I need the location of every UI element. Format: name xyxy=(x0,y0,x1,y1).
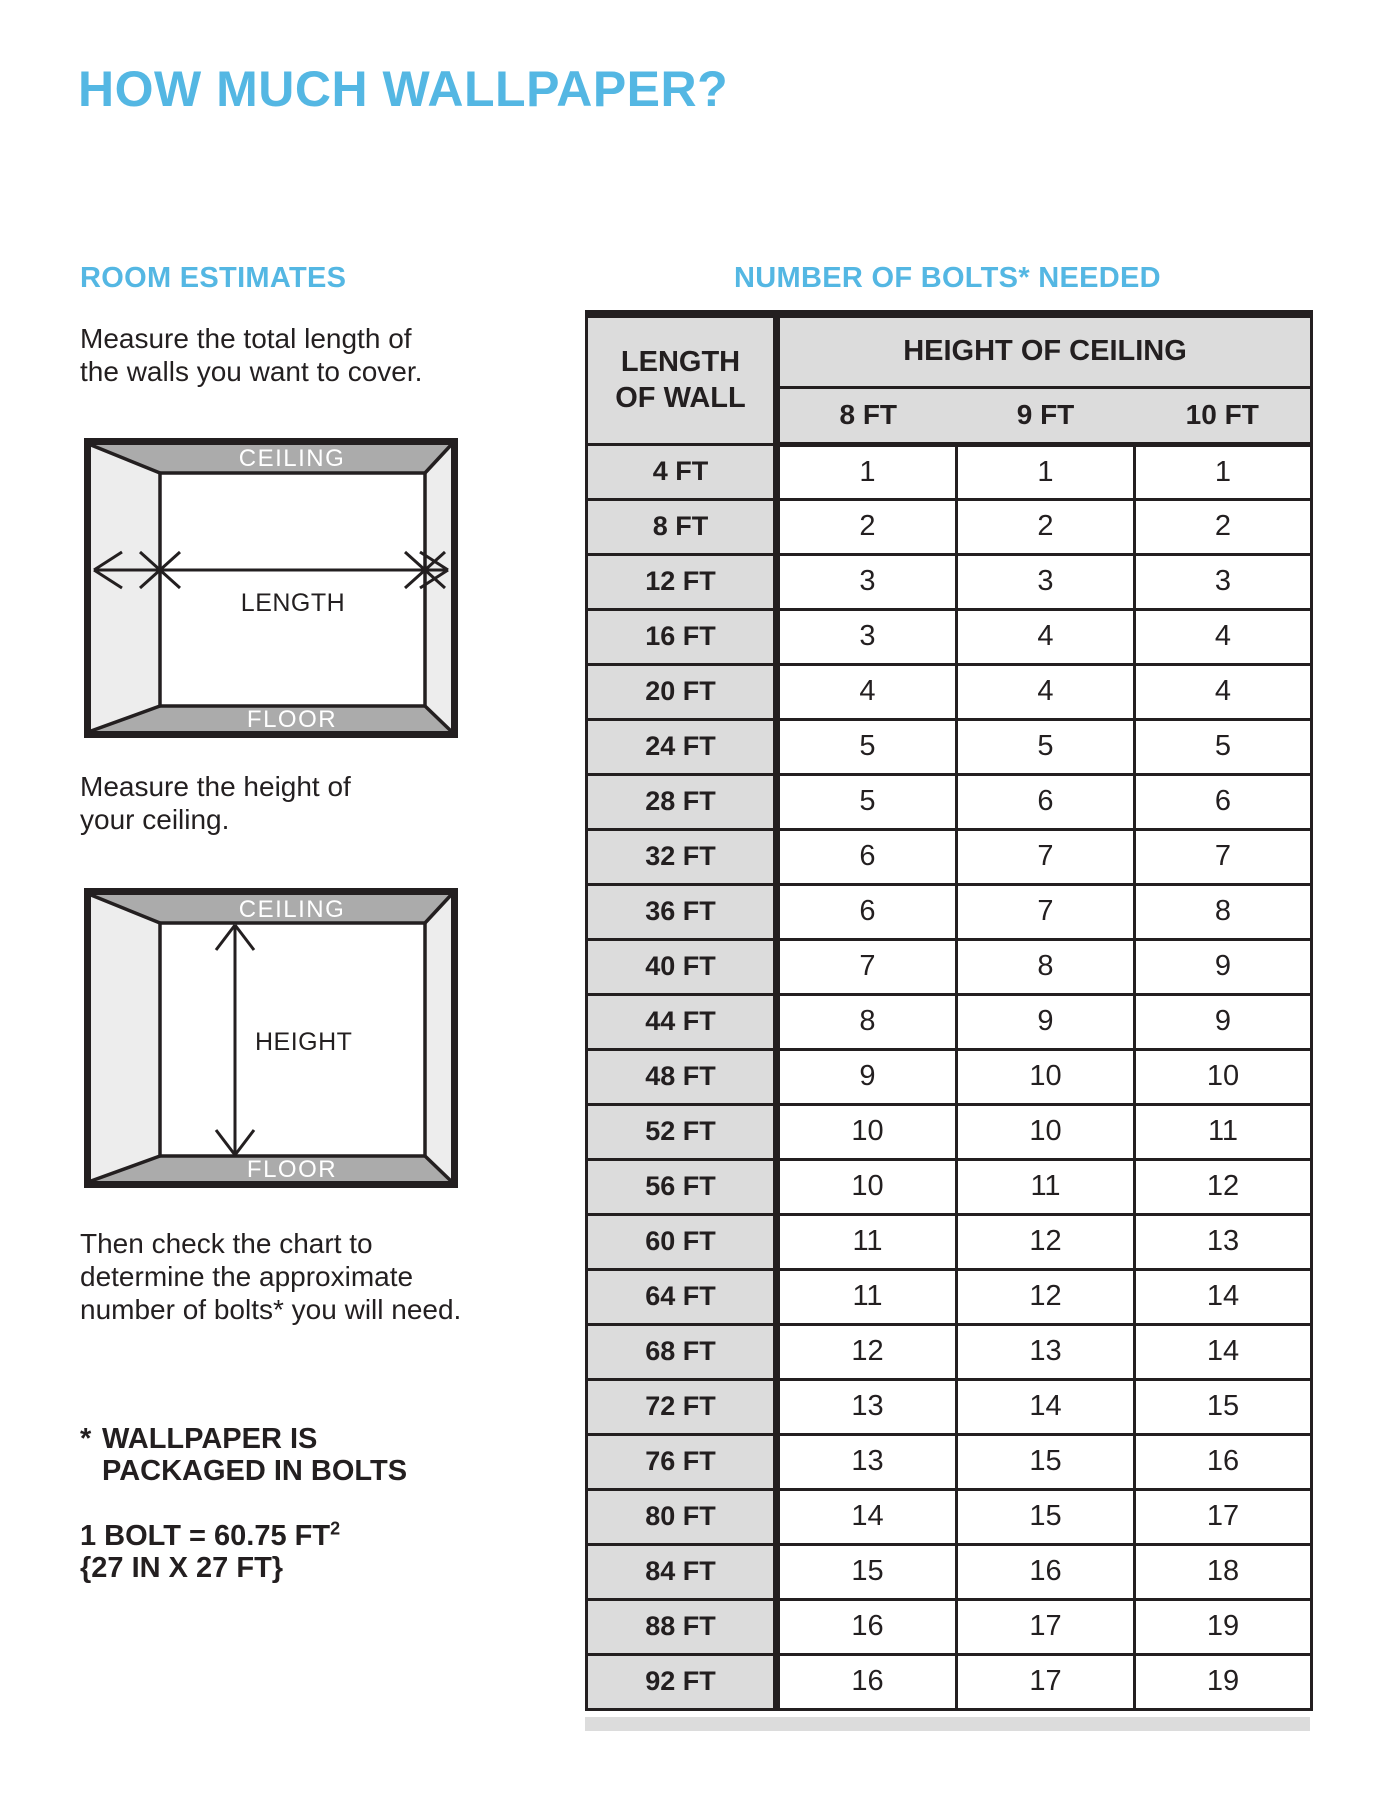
cell-value: 16 xyxy=(777,1654,957,1709)
length-dimension-label: LENGTH xyxy=(240,589,346,617)
row-label: 12 FT xyxy=(587,554,777,609)
cell-value: 17 xyxy=(1135,1489,1312,1544)
table-row xyxy=(587,1434,1312,1489)
bolts-footnote-line2: PACKAGED IN BOLTS xyxy=(102,1455,408,1487)
cell-value: 14 xyxy=(1135,1269,1312,1324)
cell-value: 13 xyxy=(777,1379,957,1434)
row-label: 48 FT xyxy=(587,1049,777,1104)
cell-value: 15 xyxy=(1135,1379,1312,1434)
cell-value: 11 xyxy=(777,1269,957,1324)
row-label: 68 FT xyxy=(587,1324,777,1379)
row-label: 88 FT xyxy=(587,1599,777,1654)
row-label: 76 FT xyxy=(587,1434,777,1489)
cell-value: 19 xyxy=(1135,1599,1312,1654)
cell-value: 9 xyxy=(1135,994,1312,1049)
cell-value: 3 xyxy=(1135,554,1312,609)
bolt-equation xyxy=(80,1520,340,1552)
right-wall-panel xyxy=(425,895,451,1181)
row-label: 24 FT xyxy=(587,719,777,774)
table-row xyxy=(587,1049,1312,1104)
cell-value: 10 xyxy=(1135,1049,1312,1104)
cell-value: 3 xyxy=(777,609,957,664)
row-label: 32 FT xyxy=(587,829,777,884)
table-row xyxy=(587,1489,1312,1544)
room-length-diagram xyxy=(84,438,458,738)
bolts-table-body xyxy=(587,314,1312,1709)
length-of-wall-header-line2: OF WALL xyxy=(615,382,746,415)
instruction-chart-line1: Then check the chart to xyxy=(80,1228,373,1259)
cell-value: 15 xyxy=(957,1489,1135,1544)
cell-value: 5 xyxy=(777,774,957,829)
cell-value: 10 xyxy=(957,1104,1135,1159)
cell-value: 16 xyxy=(777,1599,957,1654)
cell-value: 9 xyxy=(957,994,1135,1049)
cell-value: 3 xyxy=(777,554,957,609)
cell-value: 7 xyxy=(957,884,1135,939)
table-row xyxy=(587,444,1312,499)
table-row xyxy=(587,719,1312,774)
cell-value: 8 xyxy=(1135,884,1312,939)
instruction-length xyxy=(80,322,422,388)
cell-value: 7 xyxy=(957,829,1135,884)
cell-value: 14 xyxy=(777,1489,957,1544)
cell-value: 10 xyxy=(957,1049,1135,1104)
left-wall-panel xyxy=(91,445,160,731)
cell-value: 6 xyxy=(777,884,957,939)
cell-value: 2 xyxy=(957,499,1135,554)
cell-value: 13 xyxy=(777,1434,957,1489)
instruction-length-line2: the walls you want to cover. xyxy=(80,356,423,387)
col-header-8ft: 8 FT xyxy=(777,387,957,444)
bolts-table xyxy=(585,310,1313,1711)
table-row xyxy=(587,1544,1312,1599)
cell-value: 5 xyxy=(1135,719,1312,774)
cell-value: 12 xyxy=(777,1324,957,1379)
row-label: 4 FT xyxy=(587,444,777,499)
cell-value: 15 xyxy=(957,1434,1135,1489)
row-label: 8 FT xyxy=(587,499,777,554)
table-row xyxy=(587,1159,1312,1214)
cell-value: 17 xyxy=(957,1599,1135,1654)
cell-value: 10 xyxy=(777,1104,957,1159)
col-header-10ft: 10 FT xyxy=(1135,387,1312,444)
instruction-chart xyxy=(80,1227,461,1326)
table-bottom-cap xyxy=(585,1717,1310,1731)
length-of-wall-header xyxy=(587,314,777,444)
cell-value: 6 xyxy=(957,774,1135,829)
height-of-ceiling-header: HEIGHT OF CEILING xyxy=(777,314,1312,387)
cell-value: 11 xyxy=(1135,1104,1312,1159)
cell-value: 1 xyxy=(957,444,1135,499)
room-length-svg xyxy=(84,438,458,738)
table-row xyxy=(587,664,1312,719)
table-row xyxy=(587,1104,1312,1159)
left-wall-panel xyxy=(91,895,160,1181)
cell-value: 6 xyxy=(777,829,957,884)
cell-value: 1 xyxy=(1135,444,1312,499)
cell-value: 13 xyxy=(1135,1214,1312,1269)
cell-value: 1 xyxy=(777,444,957,499)
instruction-height-line1: Measure the height of xyxy=(80,771,351,802)
cell-value: 11 xyxy=(777,1214,957,1269)
bolts-footnote xyxy=(80,1423,407,1487)
cell-value: 16 xyxy=(957,1544,1135,1599)
table-row xyxy=(587,1214,1312,1269)
cell-value: 5 xyxy=(957,719,1135,774)
table-row xyxy=(587,499,1312,554)
col-header-9ft: 9 FT xyxy=(957,387,1135,444)
instruction-chart-line2: determine the approximate xyxy=(80,1261,414,1292)
cell-value: 2 xyxy=(777,499,957,554)
cell-value: 11 xyxy=(957,1159,1135,1214)
cell-value: 4 xyxy=(957,664,1135,719)
cell-value: 9 xyxy=(1135,939,1312,994)
cell-value: 4 xyxy=(1135,664,1312,719)
row-label: 56 FT xyxy=(587,1159,777,1214)
table-row xyxy=(587,554,1312,609)
cell-value: 14 xyxy=(957,1379,1135,1434)
cell-value: 18 xyxy=(1135,1544,1312,1599)
row-label: 44 FT xyxy=(587,994,777,1049)
table-row xyxy=(587,1599,1312,1654)
cell-value: 3 xyxy=(957,554,1135,609)
room-height-svg xyxy=(84,888,458,1188)
cell-value: 15 xyxy=(777,1544,957,1599)
page-title: HOW MUCH WALLPAPER? xyxy=(78,61,729,117)
cell-value: 5 xyxy=(777,719,957,774)
cell-value: 4 xyxy=(777,664,957,719)
cell-value: 12 xyxy=(957,1214,1135,1269)
cell-value: 16 xyxy=(1135,1434,1312,1489)
floor-label: FLOOR xyxy=(246,1156,338,1183)
bolt-equation-text: 1 BOLT = 60.75 FT xyxy=(80,1520,331,1552)
cell-value: 6 xyxy=(1135,774,1312,829)
table-row xyxy=(587,774,1312,829)
row-label: 36 FT xyxy=(587,884,777,939)
room-height-diagram xyxy=(84,888,458,1188)
table-row xyxy=(587,829,1312,884)
instruction-height-line2: your ceiling. xyxy=(80,804,230,835)
right-wall-panel xyxy=(425,445,451,731)
table-row xyxy=(587,1379,1312,1434)
table-row xyxy=(587,1654,1312,1709)
bolts-footnote-line1: WALLPAPER IS xyxy=(102,1423,318,1455)
row-label: 16 FT xyxy=(587,609,777,664)
table-row xyxy=(587,994,1312,1049)
height-dimension-label: HEIGHT xyxy=(255,1028,353,1056)
cell-value: 4 xyxy=(1135,609,1312,664)
row-label: 80 FT xyxy=(587,1489,777,1544)
table-row xyxy=(587,1324,1312,1379)
row-label: 28 FT xyxy=(587,774,777,829)
cell-value: 12 xyxy=(1135,1159,1312,1214)
table-row xyxy=(587,609,1312,664)
cell-value: 8 xyxy=(957,939,1135,994)
cell-value: 10 xyxy=(777,1159,957,1214)
bolt-dimensions: {27 IN X 27 FT} xyxy=(80,1552,284,1584)
cell-value: 2 xyxy=(1135,499,1312,554)
instruction-chart-line3: number of bolts* you will need. xyxy=(80,1294,462,1325)
row-label: 40 FT xyxy=(587,939,777,994)
row-label: 52 FT xyxy=(587,1104,777,1159)
bolts-table-heading: NUMBER OF BOLTS* NEEDED xyxy=(734,262,1161,294)
asterisk: * xyxy=(80,1423,92,1455)
table-row xyxy=(587,939,1312,994)
cell-value: 8 xyxy=(777,994,957,1049)
table-row xyxy=(587,1269,1312,1324)
row-label: 72 FT xyxy=(587,1379,777,1434)
bolt-equation-sup: 2 xyxy=(330,1518,341,1539)
cell-value: 12 xyxy=(957,1269,1135,1324)
bolt-size-info xyxy=(80,1520,340,1584)
row-label: 64 FT xyxy=(587,1269,777,1324)
room-estimates-heading: ROOM ESTIMATES xyxy=(80,262,347,294)
floor-label: FLOOR xyxy=(246,706,338,733)
table-row xyxy=(587,884,1312,939)
ceiling-label: CEILING xyxy=(238,896,346,923)
ceiling-label: CEILING xyxy=(238,445,346,472)
row-label: 92 FT xyxy=(587,1654,777,1709)
instruction-length-line1: Measure the total length of xyxy=(80,323,412,354)
cell-value: 4 xyxy=(957,609,1135,664)
cell-value: 9 xyxy=(777,1049,957,1104)
instruction-height xyxy=(80,770,351,836)
cell-value: 13 xyxy=(957,1324,1135,1379)
table-header-row xyxy=(587,314,1312,387)
cell-value: 17 xyxy=(957,1654,1135,1709)
length-of-wall-header-line1: LENGTH xyxy=(620,346,741,379)
row-label: 84 FT xyxy=(587,1544,777,1599)
cell-value: 14 xyxy=(1135,1324,1312,1379)
row-label: 20 FT xyxy=(587,664,777,719)
cell-value: 7 xyxy=(1135,829,1312,884)
cell-value: 19 xyxy=(1135,1654,1312,1709)
cell-value: 7 xyxy=(777,939,957,994)
row-label: 60 FT xyxy=(587,1214,777,1269)
